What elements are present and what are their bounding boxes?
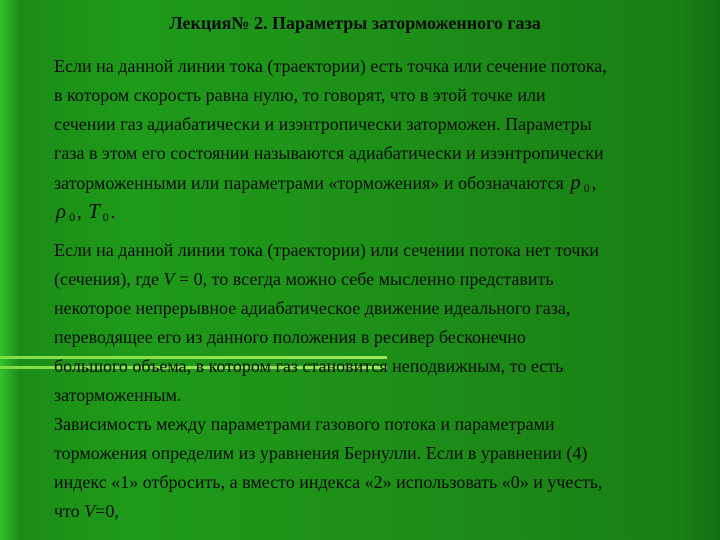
symbol-rho0: ρ $_0$ [56,199,76,224]
left-edge-highlight [0,0,20,540]
symbol-T0: T $_0$ [88,199,109,224]
text-line: газа в этом его состоянии называются адиабатически и изэнтропически [54,143,604,163]
symbol-V: V [163,269,175,289]
text-line: Зависимость между параметрами газового потока и параметрами [54,414,555,434]
paragraph-bernoulli [54,410,694,526]
text-line: некоторое непрерывное адиабатическое движение идеального газа, [54,298,571,318]
paragraph-imaginary-stagnation [54,236,694,410]
text-line: торможения определим из уравнения Бернулли. Если в уравнении (4) [54,443,588,463]
text-line: заторможенным. [54,385,182,405]
text-line: большого объема, в котором газ становится неподвижным, то есть [54,356,564,376]
text-line: сечении газ адиабатически и изэнтропически заторможен. Параметры [54,114,592,134]
slide-body [54,52,694,526]
text-line: Если на данной линии тока (траектории) есть точка или сечение потока, [54,56,607,76]
text-line: (сечения), где V = 0, то всегда можно себе мысленно представить [54,269,554,289]
slide-title: Лекция№ 2. Параметры заторможенного газа [169,13,541,33]
text-line: что V=0, [54,501,119,521]
text-line: заторможенными или параметрами «торможения» и обозначаются p $_0$ , [54,170,597,195]
text-line: ρ $_0$ , T $_0$ . [56,199,116,224]
text-fragment: заторможенными или параметрами «торможения» и обозначаются [54,173,564,193]
symbol-p0: p $_0$ [570,170,590,195]
text-line: Если на данной линии тока (траектории) или сечении потока нет точки [54,240,599,260]
text-line: переводящее его из данного положения в ресивер бесконечно [54,327,526,347]
paragraph-stagnation-definition [54,52,694,226]
text-line: в котором скорость равна нулю, то говорят, что в этой точке или [54,85,546,105]
symbol-V: V [84,501,96,521]
text-line: индекс «1» отбросить, а вместо индекса «2» использовать «0» и учесть, [54,472,603,492]
